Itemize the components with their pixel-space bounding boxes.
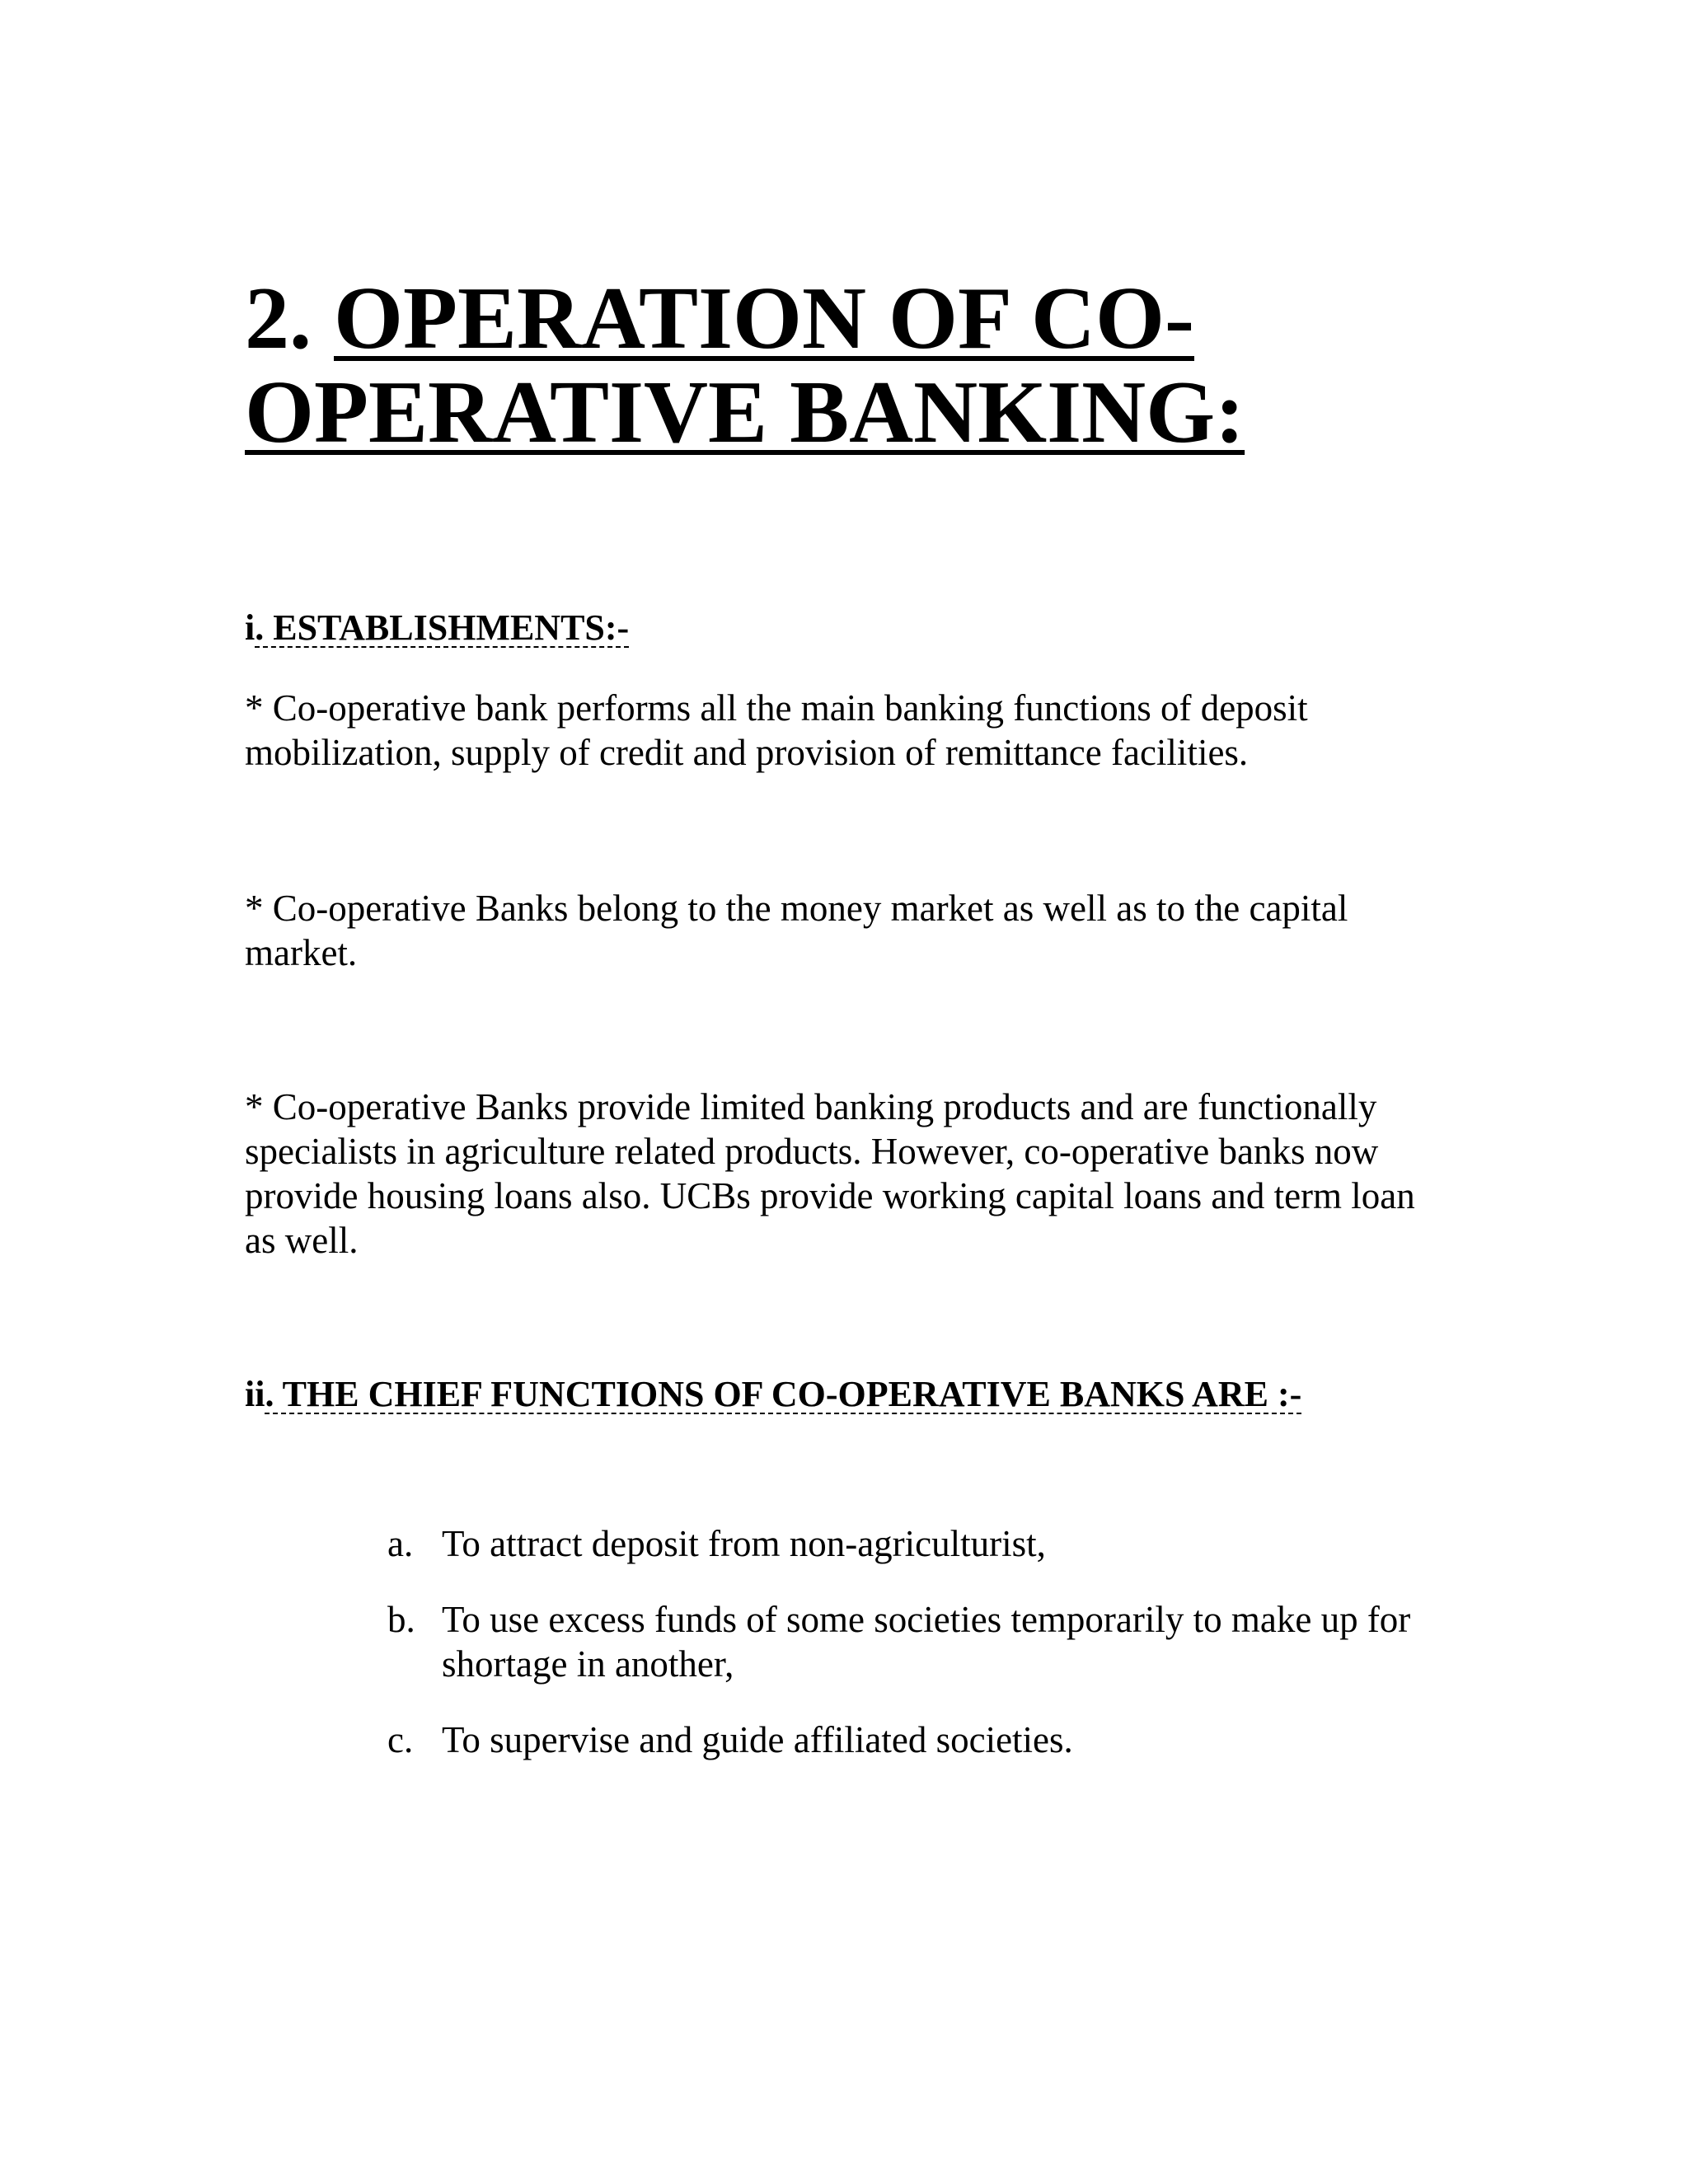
section-heading-prefix: i bbox=[245, 607, 256, 648]
list-marker: b. bbox=[387, 1599, 415, 1640]
section-heading-establishments bbox=[245, 607, 629, 649]
list-item-text: To supervise and guide affiliated societies. bbox=[442, 1719, 1073, 1760]
list-item bbox=[387, 1597, 1426, 1686]
functions-list bbox=[387, 1521, 1426, 1793]
title-text: OPERATION OF CO-OPERATIVE BANKING: bbox=[245, 269, 1245, 462]
list-item bbox=[387, 1718, 1426, 1762]
paragraph-banking-products: * Co-operative Banks provide limited banking products and are functionally specialists in agriculture related products. However, co-operative banks now provide housing loans also. UCBs provide working capital loans and term loan as well. bbox=[245, 1086, 1415, 1261]
section-heading-text: . THE CHIEF FUNCTIONS OF CO-OPERATIVE BANKS ARE :- bbox=[265, 1374, 1302, 1414]
title-number: 2. bbox=[245, 269, 334, 368]
list-item bbox=[387, 1521, 1426, 1566]
list-item-text: To attract deposit from non-agriculturist, bbox=[442, 1523, 1046, 1564]
section-heading-chief-functions bbox=[245, 1373, 1301, 1416]
list-marker: c. bbox=[387, 1719, 414, 1760]
list-marker: a. bbox=[387, 1523, 414, 1564]
page-title bbox=[245, 269, 1522, 462]
list-item-text: To use excess funds of some societies temporarily to make up for shortage in another, bbox=[442, 1599, 1411, 1685]
paragraph-deposit-mobilization: * Co-operative bank performs all the main banking functions of deposit mobilization, supply of credit and provision of remittance facilities. bbox=[245, 687, 1308, 773]
paragraph-money-market: * Co-operative Banks belong to the money market as well as to the capital market. bbox=[245, 888, 1348, 973]
section-heading-text: . ESTABLISHMENTS:- bbox=[255, 607, 630, 648]
section-heading-prefix: ii bbox=[245, 1374, 265, 1414]
